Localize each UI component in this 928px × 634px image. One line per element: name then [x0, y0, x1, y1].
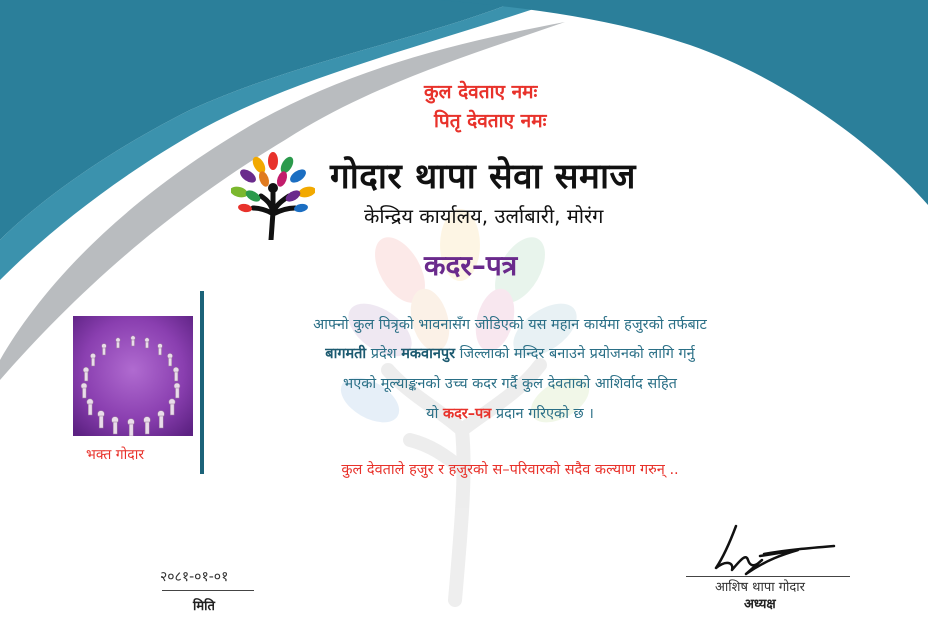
signer-role: अध्यक्ष [744, 597, 776, 612]
organization-name: गोदार थापा सेवा समाज [330, 157, 636, 197]
invocation-line-2: पितृ देवताए नमः [434, 110, 547, 132]
date-label: मिति [193, 599, 215, 614]
body-line-4-suffix: प्रदान गरिएको छ । [495, 406, 594, 422]
blessing-line: कुल देवताले हजुर र हजुरको स–परिवारको सदैव कल्याण गरुन् .. [341, 462, 679, 478]
body-line-2 [210, 343, 810, 363]
photo [73, 316, 193, 436]
district-name: मकवानपुर [401, 346, 456, 362]
signature [706, 520, 846, 580]
organization-office: केन्द्रिय कार्यालय, उर्लाबारी, मोरंग [364, 204, 604, 228]
tree-logo-icon [231, 152, 315, 240]
body-line-3: भएको मूल्याङ्कनको उच्च कदर गर्दै कुल देवताको आशिर्वाद सहित [343, 376, 677, 392]
date-underline [162, 590, 254, 591]
province-word: प्रदेश [370, 346, 397, 362]
province-name: बागमती [325, 346, 367, 362]
body-line-4-highlight: कदर–पत्र [442, 406, 492, 422]
vertical-divider [200, 291, 204, 474]
photo-caption: भक्त गोदार [86, 447, 145, 463]
date-value: २०८१-०१-०१ [160, 569, 229, 585]
invocation-line-1: कुल देवताए नमः [424, 81, 538, 103]
certificate-title: कदर–पत्र [424, 249, 518, 282]
body-line-1: आफ्नो कुल पित्रृको भावनासँग जोडिएको यस महान कार्यमा हजुरको तर्फबाट [313, 317, 707, 333]
body-line-4-prefix: यो [426, 406, 439, 422]
signer-name: आशिष थापा गोदार [715, 580, 805, 595]
body-line-4 [210, 403, 810, 423]
body-line-2-rest: जिल्लाको मन्दिर बनाउने प्रयोजनको लागि गर्नु [459, 346, 695, 362]
people-circle-image [73, 316, 193, 436]
